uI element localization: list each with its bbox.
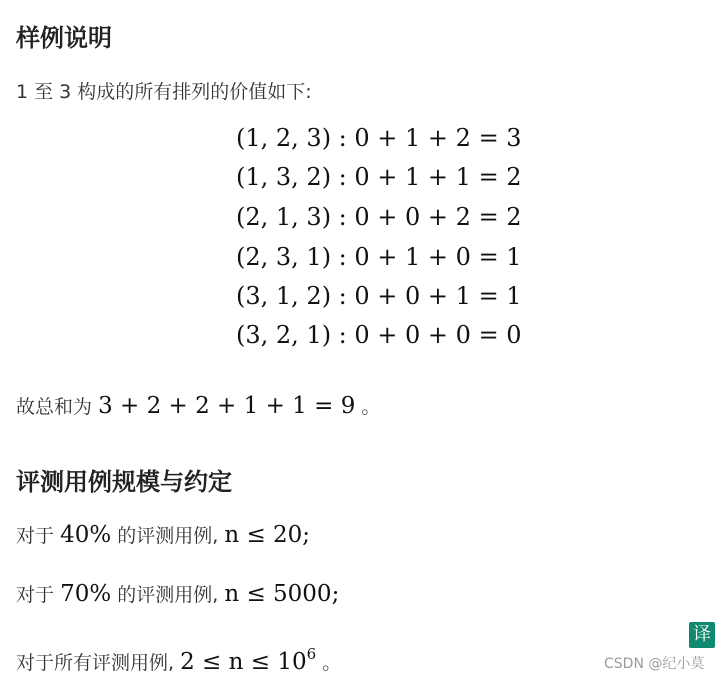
sample-heading: 样例说明 (16, 24, 112, 52)
constraint-prefix: 对于 (16, 584, 55, 606)
constraint-percent: 40% (60, 522, 112, 548)
permutation-row: (1, 3, 2) : 0 + 1 + 1 = 2 (236, 163, 522, 191)
sample-intro: 1 至 3 构成的所有排列的价值如下: (16, 81, 312, 103)
csdn-watermark: CSDN @纪小莫 (604, 656, 705, 672)
permutation-row: (2, 1, 3) : 0 + 0 + 2 = 2 (236, 203, 522, 231)
constraint-expression-exponent: 6 (306, 645, 317, 663)
permutation-row: (1, 2, 3) : 0 + 1 + 2 = 3 (236, 124, 522, 152)
constraint-expression: n ≤ 20; (224, 522, 311, 548)
sum-expression: 3 + 2 + 2 + 1 + 1 = 9 (98, 393, 356, 419)
constraint-line-all (16, 640, 341, 677)
sum-line (16, 392, 380, 421)
constraint-line-40 (16, 521, 310, 550)
translate-button[interactable]: 译 (689, 622, 715, 648)
sum-suffix: 。 (361, 396, 381, 418)
constraint-expression-base: 2 ≤ n ≤ 10 (180, 649, 307, 675)
constraint-percent: 70% (60, 581, 112, 607)
constraint-middle: 的评测用例, (117, 525, 219, 547)
constraint-prefix: 对于所有评测用例, (16, 652, 175, 674)
constraint-prefix: 对于 (16, 525, 55, 547)
permutation-row: (2, 3, 1) : 0 + 1 + 0 = 1 (236, 243, 522, 271)
permutation-row: (3, 2, 1) : 0 + 0 + 0 = 0 (236, 321, 522, 349)
constraint-expression (180, 645, 317, 675)
constraint-suffix: 。 (322, 652, 342, 674)
constraint-expression: n ≤ 5000; (224, 581, 340, 607)
constraint-middle: 的评测用例, (117, 584, 219, 606)
constraints-heading: 评测用例规模与约定 (16, 468, 232, 496)
sum-prefix: 故总和为 (16, 396, 93, 418)
constraint-line-70 (16, 580, 339, 609)
permutation-row: (3, 1, 2) : 0 + 0 + 1 = 1 (236, 282, 522, 310)
